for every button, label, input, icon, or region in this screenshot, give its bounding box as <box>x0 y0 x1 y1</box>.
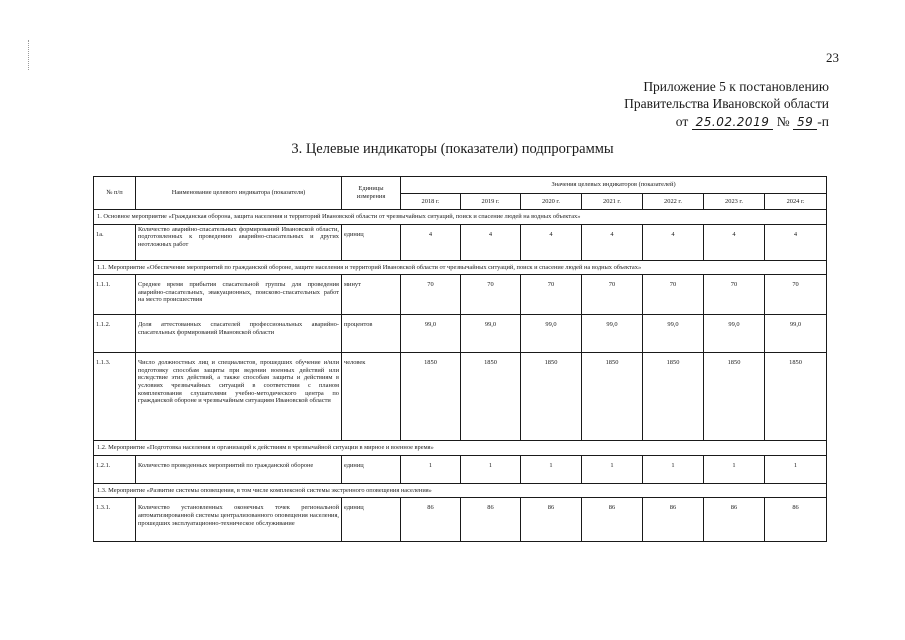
document-title: 3. Целевые индикаторы (показатели) подпрограммы <box>291 141 614 157</box>
value-cell: 70 <box>401 275 461 315</box>
table-row <box>94 455 827 483</box>
year-header: 2019 г. <box>461 194 521 210</box>
row-number: 1.3.1. <box>94 498 136 542</box>
indicator-name: Количество аварийно-спасательных формирований Ивановской области, подготовленных к проведению аварийно-спасательных и других неотложных работ <box>136 224 342 260</box>
appendix-reference <box>624 113 829 131</box>
section-title: 1.1. Мероприятие «Обеспечение мероприятий по гражданской обороне, защите населения и территорий Ивановской области от чрезвычайных ситуаций, поиск и спасение людей на водных объектах» <box>94 260 827 275</box>
scan-margin-marks <box>28 40 33 70</box>
value-cell: 86 <box>521 498 582 542</box>
unit-cell: человек <box>342 353 401 441</box>
value-cell: 70 <box>704 275 765 315</box>
table-row <box>94 353 827 441</box>
value-cell: 4 <box>582 224 643 260</box>
value-cell: 86 <box>461 498 521 542</box>
value-cell: 1850 <box>704 353 765 441</box>
value-cell: 1 <box>521 455 582 483</box>
value-cell: 86 <box>643 498 704 542</box>
appendix-line-2: Правительства Ивановской области <box>624 96 829 111</box>
value-cell: 1 <box>765 455 827 483</box>
value-cell: 86 <box>765 498 827 542</box>
appendix-header <box>624 78 829 131</box>
value-cell: 4 <box>643 224 704 260</box>
indicator-name: Количество установленных оконечных точек региональной автоматизированной системы централизованного оповещения населения, прошедших эксплуатационно-техническое обслуживание <box>136 498 342 542</box>
header-no: № п/п <box>94 177 136 210</box>
section-title: 1. Основное мероприятие «Гражданская оборона, защита населения и территорий Ивановской области от чрезвычайных ситуаций, поиск и спасение людей на водных объектах» <box>94 210 827 225</box>
value-cell: 4 <box>765 224 827 260</box>
section-row <box>94 441 827 456</box>
indicator-name: Среднее время прибытия спасательной группы для проведения аварийно-спасательных, эвакуационных, поисково-спасательных работ на место происшествия <box>136 275 342 315</box>
section-title: 1.2. Мероприятие «Подготовка населения и организаций к действиям в чрезвычайной ситуации в мирное и военное время» <box>94 441 827 456</box>
section-row <box>94 260 827 275</box>
value-cell: 1 <box>704 455 765 483</box>
row-number: 1а. <box>94 224 136 260</box>
indicator-name: Количество проведенных мероприятий по гражданской обороне <box>136 455 342 483</box>
header-row <box>94 177 827 194</box>
unit-cell: процентов <box>342 315 401 353</box>
value-cell: 70 <box>521 275 582 315</box>
value-cell: 99,0 <box>461 315 521 353</box>
value-cell: 99,0 <box>582 315 643 353</box>
value-cell: 1 <box>401 455 461 483</box>
value-cell: 99,0 <box>765 315 827 353</box>
page-number: 23 <box>826 50 839 65</box>
value-cell: 86 <box>582 498 643 542</box>
value-cell: 1850 <box>765 353 827 441</box>
table-row <box>94 315 827 353</box>
row-number: 1.2.1. <box>94 455 136 483</box>
indicator-name: Доля аттестованных спасателей профессиональных аварийно-спасательных формирований Ивановской области <box>136 315 342 353</box>
table-row <box>94 275 827 315</box>
year-header: 2022 г. <box>643 194 704 210</box>
year-header: 2024 г. <box>765 194 827 210</box>
value-cell: 70 <box>765 275 827 315</box>
value-cell: 1 <box>643 455 704 483</box>
value-cell: 70 <box>461 275 521 315</box>
unit-cell: минут <box>342 275 401 315</box>
appendix-line-1: Приложение 5 к постановлению <box>643 79 829 94</box>
unit-cell: единиц <box>342 498 401 542</box>
resolution-date: 25.02.2019 <box>692 115 774 130</box>
unit-cell: единиц <box>342 455 401 483</box>
value-cell: 86 <box>401 498 461 542</box>
row-number: 1.1.2. <box>94 315 136 353</box>
section-row <box>94 210 827 225</box>
value-cell: 4 <box>521 224 582 260</box>
indicators-table <box>93 176 827 542</box>
value-cell: 99,0 <box>521 315 582 353</box>
value-cell: 1850 <box>521 353 582 441</box>
table-row <box>94 224 827 260</box>
value-cell: 99,0 <box>704 315 765 353</box>
year-header: 2021 г. <box>582 194 643 210</box>
value-cell: 99,0 <box>643 315 704 353</box>
header-values: Значения целевых индикаторов (показателей) <box>401 177 827 194</box>
header-name: Наименование целевого индикатора (показателя) <box>136 177 342 210</box>
section-row <box>94 483 827 498</box>
indicator-name: Число должностных лиц и специалистов, прошедших обучение и/или подготовку способам защиты при ведении военных действий или вследствие этих действий, а также способам защиты и действиям в условиях чрезвычайных ситуаций в соответствии с планом комплектования слушателями учебно-методического центра по гражданской обороне и чрезвычайным ситуациям Ивановской области <box>136 353 342 441</box>
section-title: 1.3. Мероприятие «Развитие системы оповещения, в том числе комплексной системы экстренного оповещения населения» <box>94 483 827 498</box>
from-label: от <box>675 114 689 129</box>
value-cell: 4 <box>704 224 765 260</box>
value-cell: 4 <box>461 224 521 260</box>
value-cell: 99,0 <box>401 315 461 353</box>
value-cell: 4 <box>401 224 461 260</box>
year-header: 2020 г. <box>521 194 582 210</box>
value-cell: 1 <box>461 455 521 483</box>
row-number: 1.1.1. <box>94 275 136 315</box>
row-number: 1.1.3. <box>94 353 136 441</box>
value-cell: 86 <box>704 498 765 542</box>
value-cell: 1850 <box>461 353 521 441</box>
value-cell: 70 <box>643 275 704 315</box>
table-row <box>94 498 827 542</box>
value-cell: 70 <box>582 275 643 315</box>
value-cell: 1850 <box>401 353 461 441</box>
resolution-number: 59 <box>793 115 817 130</box>
header-unit: Единицы измерения <box>342 177 401 210</box>
unit-cell: единиц <box>342 224 401 260</box>
value-cell: 1850 <box>582 353 643 441</box>
value-cell: 1 <box>582 455 643 483</box>
number-suffix: -п <box>817 114 829 129</box>
value-cell: 1850 <box>643 353 704 441</box>
number-label: № <box>776 114 790 129</box>
year-header: 2018 г. <box>401 194 461 210</box>
year-header: 2023 г. <box>704 194 765 210</box>
